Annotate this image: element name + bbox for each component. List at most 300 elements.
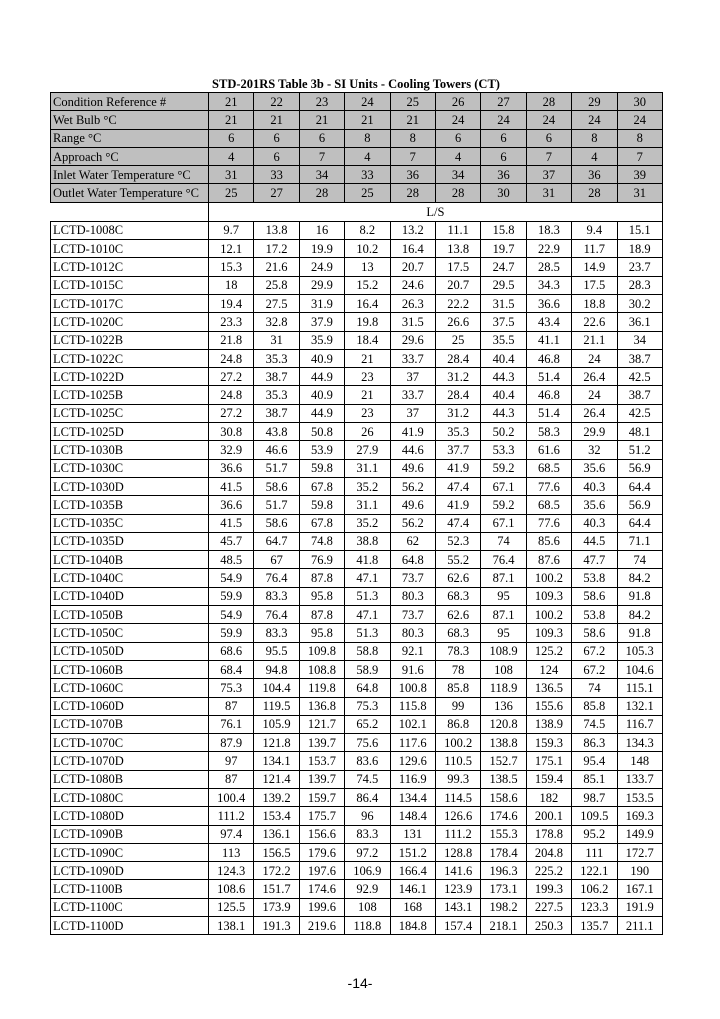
condition-value: 25 <box>209 184 254 202</box>
flow-value-cell: 24.6 <box>390 276 435 294</box>
flow-value-cell: 31.5 <box>481 294 526 312</box>
flow-value-cell: 75.3 <box>209 679 254 697</box>
table-row <box>51 880 663 898</box>
flow-value-cell: 41.1 <box>526 331 571 349</box>
flow-value-cell: 21.6 <box>254 258 299 276</box>
flow-value-cell: 9.7 <box>209 221 254 239</box>
flow-value-cell: 38.7 <box>254 368 299 386</box>
condition-value: 21 <box>345 111 390 129</box>
flow-value-cell: 17.2 <box>254 240 299 258</box>
table-row <box>51 843 663 861</box>
flow-value-cell: 173.1 <box>481 880 526 898</box>
flow-value-cell: 77.6 <box>526 514 571 532</box>
flow-value-cell: 115.1 <box>617 679 662 697</box>
condition-value: 28 <box>572 184 617 202</box>
flow-value-cell: 117.6 <box>390 734 435 752</box>
flow-value-cell: 200.1 <box>526 807 571 825</box>
flow-value-cell: 155.6 <box>526 697 571 715</box>
condition-value: 36 <box>572 166 617 184</box>
flow-value-cell: 35.2 <box>345 514 390 532</box>
flow-value-cell: 13.2 <box>390 221 435 239</box>
model-name: LCTD-1025B <box>51 386 209 404</box>
flow-value-cell: 123.3 <box>572 898 617 916</box>
flow-value-cell: 124 <box>526 660 571 678</box>
flow-value-cell: 116.7 <box>617 715 662 733</box>
flow-value-cell: 31.1 <box>345 496 390 514</box>
flow-value-cell: 33.7 <box>390 386 435 404</box>
flow-value-cell: 191.9 <box>617 898 662 916</box>
flow-value-cell: 96 <box>345 807 390 825</box>
flow-value-cell: 92.1 <box>390 642 435 660</box>
flow-value-cell: 18.4 <box>345 331 390 349</box>
flow-value-cell: 27.2 <box>209 368 254 386</box>
flow-value-cell: 121.8 <box>254 734 299 752</box>
flow-value-cell: 34 <box>617 331 662 349</box>
flow-value-cell: 62 <box>390 532 435 550</box>
flow-value-cell: 125.5 <box>209 898 254 916</box>
condition-value: 26 <box>435 93 480 111</box>
flow-value-cell: 41.5 <box>209 514 254 532</box>
condition-value: 22 <box>254 93 299 111</box>
flow-value-cell: 178.8 <box>526 825 571 843</box>
flow-value-cell: 13.8 <box>254 221 299 239</box>
flow-value-cell: 51.3 <box>345 587 390 605</box>
model-name: LCTD-1022D <box>51 368 209 386</box>
flow-value-cell: 68.4 <box>209 660 254 678</box>
flow-value-cell: 124.3 <box>209 862 254 880</box>
flow-value-cell: 21.1 <box>572 331 617 349</box>
table-row <box>51 551 663 569</box>
flow-value-cell: 16.4 <box>345 294 390 312</box>
model-name: LCTD-1050C <box>51 624 209 642</box>
flow-value-cell: 37 <box>390 404 435 422</box>
condition-value: 6 <box>299 129 344 147</box>
flow-value-cell: 199.3 <box>526 880 571 898</box>
condition-value: 37 <box>526 166 571 184</box>
flow-value-cell: 97 <box>209 752 254 770</box>
flow-value-cell: 37.9 <box>299 313 344 331</box>
flow-value-cell: 67.2 <box>572 642 617 660</box>
model-name: LCTD-1080D <box>51 807 209 825</box>
flow-value-cell: 98.7 <box>572 788 617 806</box>
condition-value: 29 <box>572 93 617 111</box>
flow-value-cell: 83.3 <box>345 825 390 843</box>
flow-value-cell: 31.2 <box>435 368 480 386</box>
flow-value-cell: 38.7 <box>617 349 662 367</box>
condition-value: 8 <box>617 129 662 147</box>
flow-value-cell: 120.8 <box>481 715 526 733</box>
condition-value: 24 <box>345 93 390 111</box>
flow-value-cell: 30.2 <box>617 294 662 312</box>
flow-value-cell: 29.9 <box>299 276 344 294</box>
cooling-tower-table <box>50 92 663 935</box>
flow-value-cell: 156.6 <box>299 825 344 843</box>
flow-value-cell: 76.4 <box>481 551 526 569</box>
flow-value-cell: 139.7 <box>299 734 344 752</box>
flow-value-cell: 37.5 <box>481 313 526 331</box>
flow-value-cell: 56.9 <box>617 496 662 514</box>
flow-value-cell: 152.7 <box>481 752 526 770</box>
condition-value: 7 <box>526 147 571 165</box>
flow-value-cell: 76.1 <box>209 715 254 733</box>
model-name: LCTD-1030C <box>51 459 209 477</box>
flow-value-cell: 87.8 <box>299 569 344 587</box>
flow-value-cell: 41.9 <box>390 423 435 441</box>
flow-value-cell: 51.7 <box>254 496 299 514</box>
table-row <box>51 294 663 312</box>
flow-value-cell: 149.9 <box>617 825 662 843</box>
model-name: LCTD-1060D <box>51 697 209 715</box>
flow-value-cell: 19.8 <box>345 313 390 331</box>
flow-value-cell: 40.9 <box>299 386 344 404</box>
flow-value-cell: 51.3 <box>345 624 390 642</box>
flow-value-cell: 21 <box>345 349 390 367</box>
flow-value-cell: 106.2 <box>572 880 617 898</box>
model-name: LCTD-1040D <box>51 587 209 605</box>
flow-value-cell: 37 <box>390 368 435 386</box>
flow-value-cell: 138.9 <box>526 715 571 733</box>
flow-value-cell: 22.9 <box>526 240 571 258</box>
flow-value-cell: 68.3 <box>435 624 480 642</box>
flow-value-cell: 24.8 <box>209 349 254 367</box>
condition-value: 34 <box>435 166 480 184</box>
condition-value: 23 <box>299 93 344 111</box>
flow-value-cell: 59.8 <box>299 496 344 514</box>
model-name: LCTD-1022B <box>51 331 209 349</box>
flow-value-cell: 75.6 <box>345 734 390 752</box>
model-name: LCTD-1090D <box>51 862 209 880</box>
flow-value-cell: 68.3 <box>435 587 480 605</box>
flow-value-cell: 108.8 <box>299 660 344 678</box>
flow-value-cell: 64.7 <box>254 532 299 550</box>
model-name: LCTD-1070B <box>51 715 209 733</box>
flow-value-cell: 31.5 <box>390 313 435 331</box>
table-row <box>51 862 663 880</box>
flow-value-cell: 83.6 <box>345 752 390 770</box>
model-name: LCTD-1040C <box>51 569 209 587</box>
flow-value-cell: 24 <box>572 386 617 404</box>
flow-value-cell: 111.2 <box>209 807 254 825</box>
flow-value-cell: 158.6 <box>481 788 526 806</box>
flow-value-cell: 115.8 <box>390 697 435 715</box>
flow-value-cell: 87.1 <box>481 606 526 624</box>
flow-value-cell: 28.4 <box>435 386 480 404</box>
flow-value-cell: 64.4 <box>617 477 662 495</box>
flow-value-cell: 65.2 <box>345 715 390 733</box>
flow-value-cell: 35.3 <box>254 349 299 367</box>
flow-value-cell: 151.2 <box>390 843 435 861</box>
model-name: LCTD-1020C <box>51 313 209 331</box>
flow-value-cell: 108.9 <box>481 642 526 660</box>
flow-value-cell: 44.3 <box>481 368 526 386</box>
flow-value-cell: 138.5 <box>481 770 526 788</box>
flow-value-cell: 100.2 <box>435 734 480 752</box>
flow-value-cell: 36.6 <box>209 459 254 477</box>
table-row <box>51 697 663 715</box>
flow-value-cell: 138.1 <box>209 917 254 935</box>
flow-value-cell: 19.9 <box>299 240 344 258</box>
condition-row <box>51 147 663 165</box>
flow-value-cell: 45.7 <box>209 532 254 550</box>
table-row <box>51 386 663 404</box>
flow-value-cell: 33.7 <box>390 349 435 367</box>
flow-value-cell: 91.8 <box>617 587 662 605</box>
flow-value-cell: 40.4 <box>481 386 526 404</box>
condition-value: 33 <box>345 166 390 184</box>
flow-value-cell: 74 <box>481 532 526 550</box>
flow-value-cell: 95 <box>481 624 526 642</box>
flow-value-cell: 38.7 <box>254 404 299 422</box>
flow-value-cell: 95.5 <box>254 642 299 660</box>
flow-value-cell: 146.1 <box>390 880 435 898</box>
condition-value: 36 <box>481 166 526 184</box>
flow-value-cell: 35.6 <box>572 496 617 514</box>
flow-value-cell: 111.2 <box>435 825 480 843</box>
flow-value-cell: 23.7 <box>617 258 662 276</box>
flow-value-cell: 38.7 <box>617 386 662 404</box>
flow-value-cell: 87.9 <box>209 734 254 752</box>
unit-blank-cell <box>51 202 209 221</box>
flow-value-cell: 41.9 <box>435 459 480 477</box>
condition-row <box>51 111 663 129</box>
flow-value-cell: 167.1 <box>617 880 662 898</box>
flow-value-cell: 28.4 <box>435 349 480 367</box>
table-row <box>51 404 663 422</box>
flow-value-cell: 22.2 <box>435 294 480 312</box>
condition-row <box>51 166 663 184</box>
table-row <box>51 276 663 294</box>
model-name: LCTD-1060B <box>51 660 209 678</box>
condition-value: 6 <box>526 129 571 147</box>
flow-value-cell: 38.8 <box>345 532 390 550</box>
flow-value-cell: 55.2 <box>435 551 480 569</box>
flow-value-cell: 35.9 <box>299 331 344 349</box>
flow-value-cell: 26 <box>345 423 390 441</box>
condition-value: 4 <box>435 147 480 165</box>
flow-value-cell: 118.9 <box>481 679 526 697</box>
flow-value-cell: 191.3 <box>254 917 299 935</box>
condition-value: 21 <box>209 111 254 129</box>
flow-value-cell: 26.3 <box>390 294 435 312</box>
flow-value-cell: 108.6 <box>209 880 254 898</box>
condition-value: 4 <box>209 147 254 165</box>
flow-value-cell: 156.5 <box>254 843 299 861</box>
flow-value-cell: 22.6 <box>572 313 617 331</box>
flow-value-cell: 190 <box>617 862 662 880</box>
table-row <box>51 788 663 806</box>
flow-value-cell: 53.8 <box>572 569 617 587</box>
table-row <box>51 825 663 843</box>
condition-value: 27 <box>481 93 526 111</box>
flow-value-cell: 83.3 <box>254 624 299 642</box>
flow-value-cell: 26.4 <box>572 404 617 422</box>
flow-value-cell: 169.3 <box>617 807 662 825</box>
flow-value-cell: 13.8 <box>435 240 480 258</box>
flow-value-cell: 91.8 <box>617 624 662 642</box>
table-row <box>51 660 663 678</box>
flow-value-cell: 134.4 <box>390 788 435 806</box>
flow-value-cell: 76.4 <box>254 569 299 587</box>
flow-value-cell: 59.9 <box>209 624 254 642</box>
flow-value-cell: 51.4 <box>526 404 571 422</box>
flow-value-cell: 35.6 <box>572 459 617 477</box>
flow-value-cell: 23 <box>345 404 390 422</box>
flow-value-cell: 74.5 <box>345 770 390 788</box>
flow-value-cell: 153.5 <box>617 788 662 806</box>
flow-value-cell: 68.5 <box>526 459 571 477</box>
condition-value: 7 <box>390 147 435 165</box>
flow-value-cell: 87.8 <box>299 606 344 624</box>
flow-value-cell: 31.2 <box>435 404 480 422</box>
flow-value-cell: 25.8 <box>254 276 299 294</box>
flow-value-cell: 178.4 <box>481 843 526 861</box>
table-row <box>51 752 663 770</box>
flow-value-cell: 78 <box>435 660 480 678</box>
flow-value-cell: 97.2 <box>345 843 390 861</box>
model-name: LCTD-1070D <box>51 752 209 770</box>
flow-value-cell: 199.6 <box>299 898 344 916</box>
flow-value-cell: 9.4 <box>572 221 617 239</box>
flow-value-cell: 58.6 <box>572 624 617 642</box>
condition-value: 6 <box>481 129 526 147</box>
flow-value-cell: 47.4 <box>435 477 480 495</box>
table-row <box>51 441 663 459</box>
flow-value-cell: 41.9 <box>435 496 480 514</box>
flow-value-cell: 95.8 <box>299 587 344 605</box>
condition-label: Approach °C <box>51 147 209 165</box>
flow-value-cell: 67.8 <box>299 514 344 532</box>
flow-value-cell: 53.9 <box>299 441 344 459</box>
flow-value-cell: 49.6 <box>390 496 435 514</box>
condition-value: 7 <box>299 147 344 165</box>
flow-value-cell: 85.8 <box>435 679 480 697</box>
model-name: LCTD-1100C <box>51 898 209 916</box>
flow-value-cell: 35.3 <box>254 386 299 404</box>
flow-value-cell: 51.4 <box>526 368 571 386</box>
condition-value: 6 <box>209 129 254 147</box>
condition-value: 34 <box>299 166 344 184</box>
flow-value-cell: 179.6 <box>299 843 344 861</box>
model-name: LCTD-1080B <box>51 770 209 788</box>
flow-value-cell: 155.3 <box>481 825 526 843</box>
table-row <box>51 459 663 477</box>
flow-value-cell: 15.3 <box>209 258 254 276</box>
flow-value-cell: 24 <box>572 349 617 367</box>
flow-value-cell: 35.5 <box>481 331 526 349</box>
flow-value-cell: 182 <box>526 788 571 806</box>
condition-value: 8 <box>390 129 435 147</box>
table-row <box>51 587 663 605</box>
table-row <box>51 734 663 752</box>
model-rows <box>51 221 663 935</box>
flow-value-cell: 14.9 <box>572 258 617 276</box>
flow-value-cell: 71.1 <box>617 532 662 550</box>
flow-value-cell: 51.2 <box>617 441 662 459</box>
flow-value-cell: 59.2 <box>481 496 526 514</box>
table-row <box>51 642 663 660</box>
flow-value-cell: 175.7 <box>299 807 344 825</box>
flow-value-cell: 32.9 <box>209 441 254 459</box>
flow-value-cell: 10.2 <box>345 240 390 258</box>
flow-value-cell: 54.9 <box>209 606 254 624</box>
flow-value-cell: 67.1 <box>481 477 526 495</box>
flow-value-cell: 29.5 <box>481 276 526 294</box>
flow-value-cell: 18.8 <box>572 294 617 312</box>
flow-value-cell: 25 <box>435 331 480 349</box>
flow-value-cell: 85.8 <box>572 697 617 715</box>
flow-value-cell: 80.3 <box>390 624 435 642</box>
flow-value-cell: 35.2 <box>345 477 390 495</box>
model-name: LCTD-1050D <box>51 642 209 660</box>
flow-value-cell: 148 <box>617 752 662 770</box>
flow-value-cell: 58.6 <box>572 587 617 605</box>
flow-value-cell: 68.6 <box>209 642 254 660</box>
flow-value-cell: 119.8 <box>299 679 344 697</box>
model-name: LCTD-1030D <box>51 477 209 495</box>
flow-value-cell: 114.5 <box>435 788 480 806</box>
flow-value-cell: 110.5 <box>435 752 480 770</box>
condition-value: 31 <box>209 166 254 184</box>
model-name: LCTD-1090B <box>51 825 209 843</box>
flow-value-cell: 67.2 <box>572 660 617 678</box>
table-row <box>51 313 663 331</box>
flow-value-cell: 42.5 <box>617 404 662 422</box>
flow-value-cell: 227.5 <box>526 898 571 916</box>
condition-value: 28 <box>435 184 480 202</box>
model-name: LCTD-1015C <box>51 276 209 294</box>
flow-value-cell: 132.1 <box>617 697 662 715</box>
flow-value-cell: 108 <box>481 660 526 678</box>
flow-value-cell: 174.6 <box>299 880 344 898</box>
flow-value-cell: 67.1 <box>481 514 526 532</box>
flow-value-cell: 58.3 <box>526 423 571 441</box>
model-name: LCTD-1035B <box>51 496 209 514</box>
condition-value: 4 <box>345 147 390 165</box>
flow-value-cell: 41.8 <box>345 551 390 569</box>
table-row <box>51 624 663 642</box>
flow-value-cell: 74 <box>617 551 662 569</box>
flow-value-cell: 126.6 <box>435 807 480 825</box>
flow-value-cell: 16 <box>299 221 344 239</box>
model-name: LCTD-1035D <box>51 532 209 550</box>
flow-value-cell: 50.2 <box>481 423 526 441</box>
flow-value-cell: 95.2 <box>572 825 617 843</box>
flow-value-cell: 11.1 <box>435 221 480 239</box>
flow-value-cell: 159.4 <box>526 770 571 788</box>
condition-value: 33 <box>254 166 299 184</box>
flow-value-cell: 131 <box>390 825 435 843</box>
flow-value-cell: 53.3 <box>481 441 526 459</box>
flow-value-cell: 76.9 <box>299 551 344 569</box>
flow-value-cell: 62.6 <box>435 569 480 587</box>
condition-value: 6 <box>435 129 480 147</box>
flow-value-cell: 84.2 <box>617 569 662 587</box>
table-row <box>51 606 663 624</box>
condition-value: 30 <box>481 184 526 202</box>
flow-value-cell: 41.5 <box>209 477 254 495</box>
flow-value-cell: 46.6 <box>254 441 299 459</box>
flow-value-cell: 95.8 <box>299 624 344 642</box>
flow-value-cell: 74.8 <box>299 532 344 550</box>
condition-label: Range °C <box>51 129 209 147</box>
flow-value-cell: 64.4 <box>617 514 662 532</box>
flow-value-cell: 15.8 <box>481 221 526 239</box>
model-name: LCTD-1022C <box>51 349 209 367</box>
condition-label: Wet Bulb °C <box>51 111 209 129</box>
flow-value-cell: 250.3 <box>526 917 571 935</box>
flow-value-cell: 43.4 <box>526 313 571 331</box>
flow-value-cell: 87 <box>209 770 254 788</box>
